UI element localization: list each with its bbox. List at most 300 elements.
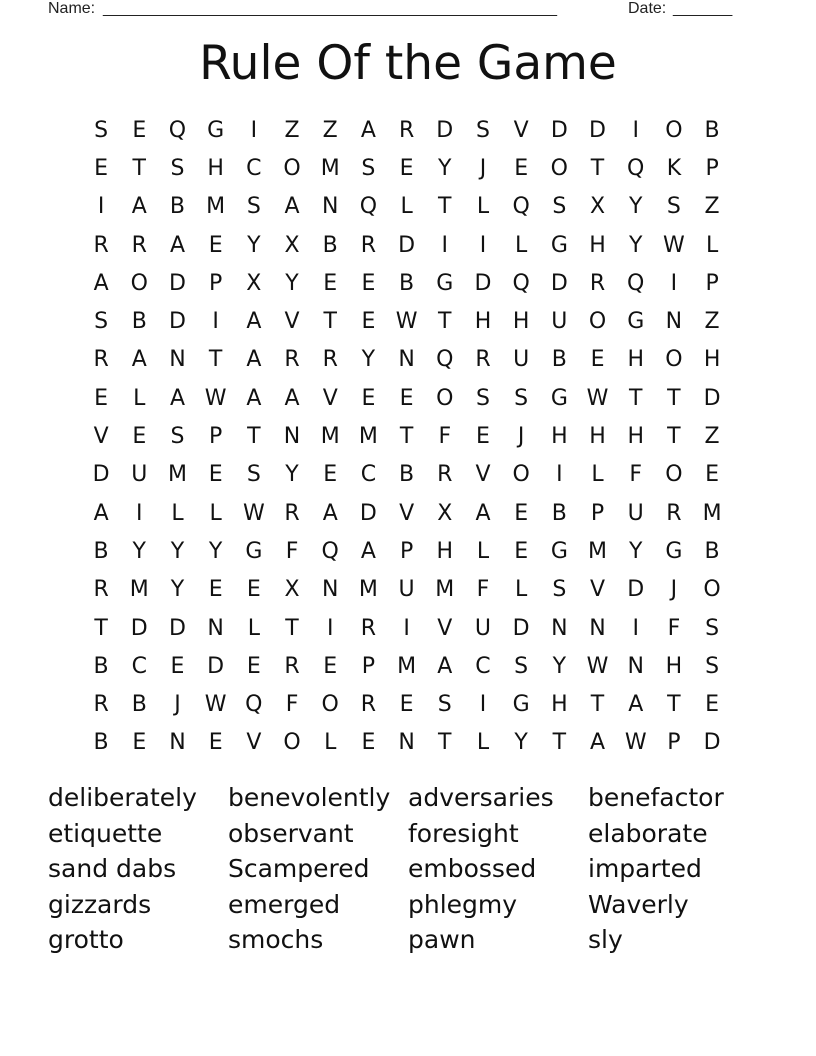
grid-letter[interactable]: B xyxy=(551,347,567,373)
grid-letter[interactable]: U xyxy=(474,615,492,641)
date-field[interactable]: _______ xyxy=(673,0,732,17)
grid-letter[interactable]: Y xyxy=(285,270,299,296)
grid-letter[interactable]: R xyxy=(93,692,109,718)
grid-letter[interactable]: M xyxy=(129,577,149,603)
grid-letter[interactable]: U xyxy=(131,462,148,488)
grid-letter[interactable]: E xyxy=(208,232,223,258)
grid-letter[interactable]: R xyxy=(475,347,491,373)
grid-letter[interactable]: O xyxy=(550,155,568,181)
grid-letter[interactable]: E xyxy=(705,462,720,488)
grid-letter[interactable]: G xyxy=(665,538,683,564)
grid-letter[interactable]: S xyxy=(94,309,109,335)
grid-letter[interactable]: E xyxy=(514,155,529,181)
grid-letter[interactable]: I xyxy=(670,270,678,296)
grid-letter[interactable]: V xyxy=(437,615,453,641)
grid-letter[interactable]: R xyxy=(322,347,338,373)
grid-letter[interactable]: S xyxy=(514,653,529,679)
grid-letter[interactable]: M xyxy=(206,194,226,220)
grid-letter[interactable]: Q xyxy=(359,194,378,220)
grid-letter[interactable]: S xyxy=(552,577,567,603)
grid-letter[interactable]: B xyxy=(322,232,338,258)
grid-letter[interactable]: E xyxy=(476,424,490,450)
grid-letter[interactable]: B xyxy=(704,538,720,564)
grid-letter[interactable]: T xyxy=(208,347,223,373)
grid-letter[interactable]: P xyxy=(705,155,719,181)
grid-letter[interactable]: J xyxy=(670,577,678,603)
grid-letter[interactable]: L xyxy=(476,538,490,564)
grid-letter[interactable]: I xyxy=(212,309,219,335)
grid-letter[interactable]: T xyxy=(438,194,452,220)
grid-letter[interactable]: S xyxy=(552,194,567,220)
grid-letter[interactable]: A xyxy=(590,730,606,756)
grid-letter[interactable]: P xyxy=(399,538,414,564)
grid-letter[interactable]: A xyxy=(93,500,109,526)
grid-letter[interactable]: Y xyxy=(514,730,528,756)
grid-letter[interactable]: N xyxy=(589,615,606,641)
grid-letter[interactable]: H xyxy=(589,232,606,258)
grid-letter[interactable]: R xyxy=(93,232,109,258)
grid-letter[interactable]: C xyxy=(360,462,377,488)
grid-letter[interactable]: R xyxy=(360,232,377,258)
grid-letter[interactable]: R xyxy=(93,577,109,603)
grid-letter[interactable]: I xyxy=(136,500,143,526)
grid-letter[interactable]: Z xyxy=(704,424,720,450)
grid-letter[interactable]: G xyxy=(436,270,454,296)
grid-letter[interactable]: D xyxy=(703,730,721,756)
grid-letter[interactable]: E xyxy=(94,385,109,411)
grid-letter[interactable]: L xyxy=(209,500,222,526)
grid-letter[interactable]: E xyxy=(246,653,261,679)
grid-letter[interactable]: S xyxy=(94,117,109,143)
grid-letter[interactable]: V xyxy=(513,117,529,143)
grid-letter[interactable]: A xyxy=(131,194,147,220)
grid-letter[interactable]: M xyxy=(435,577,455,603)
grid-letter[interactable]: T xyxy=(323,309,337,335)
grid-letter[interactable]: Y xyxy=(552,653,567,679)
grid-letter[interactable]: O xyxy=(130,270,148,296)
grid-letter[interactable]: I xyxy=(479,692,487,718)
grid-letter[interactable]: Z xyxy=(704,309,720,335)
grid-letter[interactable]: I xyxy=(403,615,410,641)
grid-letter[interactable]: W xyxy=(624,730,647,756)
grid-letter[interactable]: E xyxy=(208,577,223,603)
grid-letter[interactable]: R xyxy=(437,462,453,488)
grid-letter[interactable]: L xyxy=(247,615,260,641)
grid-letter[interactable]: T xyxy=(399,424,414,450)
grid-letter[interactable]: Y xyxy=(438,155,452,181)
grid-letter[interactable]: N xyxy=(627,653,644,679)
grid-letter[interactable]: X xyxy=(437,500,453,526)
grid-letter[interactable]: Z xyxy=(704,194,720,220)
grid-letter[interactable]: D xyxy=(627,577,645,603)
grid-letter[interactable]: J xyxy=(517,424,525,450)
grid-letter[interactable]: R xyxy=(589,270,606,296)
grid-letter[interactable]: B xyxy=(131,692,147,718)
grid-letter[interactable]: A xyxy=(169,232,185,258)
grid-letter[interactable]: L xyxy=(476,730,490,756)
grid-letter[interactable]: S xyxy=(475,385,490,411)
grid-letter[interactable]: T xyxy=(132,155,146,181)
grid-letter[interactable]: N xyxy=(551,615,568,641)
grid-letter[interactable]: Y xyxy=(628,538,643,564)
grid-letter[interactable]: L xyxy=(171,500,184,526)
grid-letter[interactable]: E xyxy=(399,155,414,181)
grid-letter[interactable]: Q xyxy=(627,155,645,181)
grid-letter[interactable]: D xyxy=(550,117,568,143)
grid-letter[interactable]: V xyxy=(246,730,262,756)
grid-letter[interactable]: I xyxy=(479,232,487,258)
grid-letter[interactable]: E xyxy=(323,462,338,488)
grid-letter[interactable]: E xyxy=(399,692,414,718)
grid-letter[interactable]: U xyxy=(513,347,530,373)
grid-letter[interactable]: M xyxy=(702,500,722,526)
grid-letter[interactable]: E xyxy=(132,424,147,450)
grid-letter[interactable]: M xyxy=(358,424,378,450)
grid-letter[interactable]: S xyxy=(170,424,185,450)
grid-letter[interactable]: S xyxy=(170,155,185,181)
grid-letter[interactable]: R xyxy=(360,692,377,718)
grid-letter[interactable]: C xyxy=(131,653,147,679)
grid-letter[interactable]: B xyxy=(93,538,109,564)
grid-letter[interactable]: G xyxy=(627,309,645,335)
grid-letter[interactable]: A xyxy=(246,309,262,335)
grid-letter[interactable]: B xyxy=(551,500,567,526)
grid-letter[interactable]: E xyxy=(132,730,147,756)
grid-letter[interactable]: E xyxy=(208,462,223,488)
grid-letter[interactable]: E xyxy=(323,270,338,296)
grid-letter[interactable]: G xyxy=(207,117,225,143)
grid-letter[interactable]: J xyxy=(479,155,487,181)
grid-letter[interactable]: F xyxy=(438,424,452,450)
grid-letter[interactable]: O xyxy=(588,309,607,335)
grid-letter[interactable]: S xyxy=(246,194,261,220)
grid-letter[interactable]: R xyxy=(131,232,147,258)
grid-letter[interactable]: E xyxy=(514,538,529,564)
grid-letter[interactable]: D xyxy=(703,385,721,411)
grid-letter[interactable]: C xyxy=(475,653,491,679)
grid-letter[interactable]: A xyxy=(284,194,300,220)
grid-letter[interactable]: A xyxy=(169,385,185,411)
grid-letter[interactable]: D xyxy=(168,615,186,641)
grid-letter[interactable]: H xyxy=(627,424,644,450)
grid-letter[interactable]: O xyxy=(283,155,301,181)
grid-letter[interactable]: A xyxy=(131,347,147,373)
grid-letter[interactable]: A xyxy=(246,347,262,373)
grid-letter[interactable]: F xyxy=(476,577,490,603)
grid-letter[interactable]: W xyxy=(663,232,685,258)
grid-letter[interactable]: Y xyxy=(132,538,146,564)
grid-letter[interactable]: H xyxy=(589,424,606,450)
name-field[interactable]: ______________________________________________________ xyxy=(103,0,557,17)
grid-letter[interactable]: R xyxy=(284,653,300,679)
grid-letter[interactable]: T xyxy=(590,692,605,718)
grid-letter[interactable]: H xyxy=(512,309,530,335)
grid-letter[interactable]: R xyxy=(284,347,300,373)
grid-letter[interactable]: R xyxy=(666,500,682,526)
grid-letter[interactable]: D xyxy=(512,615,530,641)
grid-letter[interactable]: W xyxy=(204,385,227,411)
grid-letter[interactable]: O xyxy=(283,730,301,756)
grid-letter[interactable]: H xyxy=(627,347,644,373)
grid-letter[interactable]: S xyxy=(705,615,720,641)
grid-letter[interactable]: E xyxy=(705,692,720,718)
grid-letter[interactable]: D xyxy=(474,270,492,296)
grid-letter[interactable]: Y xyxy=(285,462,299,488)
grid-letter[interactable]: N xyxy=(207,615,224,641)
grid-letter[interactable]: N xyxy=(169,347,186,373)
grid-letter[interactable]: O xyxy=(512,462,530,488)
grid-letter[interactable]: D xyxy=(436,117,454,143)
grid-letter[interactable]: T xyxy=(667,692,681,718)
grid-letter[interactable]: H xyxy=(207,155,224,181)
grid-letter[interactable]: V xyxy=(93,424,109,450)
grid-letter[interactable]: Q xyxy=(245,692,263,718)
grid-letter[interactable]: E xyxy=(246,577,261,603)
grid-letter[interactable]: Y xyxy=(361,347,376,373)
grid-letter[interactable]: P xyxy=(590,500,605,526)
grid-letter[interactable]: E xyxy=(323,653,338,679)
grid-letter[interactable]: I xyxy=(326,615,334,641)
grid-letter[interactable]: V xyxy=(399,500,415,526)
word-bank-item: gizzards xyxy=(48,889,152,919)
grid-letter[interactable]: W xyxy=(586,653,609,679)
word-bank-item: observant xyxy=(228,818,354,848)
grid-letter[interactable]: W xyxy=(242,500,265,526)
grid-letter[interactable]: X xyxy=(284,577,300,603)
word-bank-item: sand dabs xyxy=(48,854,177,883)
grid-letter[interactable]: E xyxy=(361,385,376,411)
grid-letter[interactable]: V xyxy=(284,309,300,335)
grid-letter[interactable]: Q xyxy=(321,538,339,564)
grid-letter[interactable]: X xyxy=(284,232,300,258)
grid-letter[interactable]: S xyxy=(246,462,261,488)
grid-letter[interactable]: N xyxy=(398,730,415,756)
grid-letter[interactable]: F xyxy=(629,462,643,488)
grid-letter[interactable]: B xyxy=(704,117,720,143)
grid-letter[interactable]: B xyxy=(131,309,147,335)
grid-letter[interactable]: A xyxy=(284,385,300,411)
grid-letter[interactable]: D xyxy=(589,117,606,143)
grid-letter[interactable]: S xyxy=(666,194,681,220)
grid-letter[interactable]: D xyxy=(207,653,225,679)
grid-letter[interactable]: L xyxy=(591,462,604,488)
grid-letter[interactable]: T xyxy=(628,385,643,411)
grid-letter[interactable]: F xyxy=(285,692,299,718)
grid-letter[interactable]: Q xyxy=(512,270,530,296)
grid-letter[interactable]: Q xyxy=(436,347,454,373)
grid-letter[interactable]: I xyxy=(97,194,105,220)
grid-letter[interactable]: F xyxy=(667,615,681,641)
grid-letter[interactable]: K xyxy=(666,155,682,181)
grid-letter[interactable]: M xyxy=(358,577,378,603)
grid-letter[interactable]: G xyxy=(550,538,568,564)
grid-letter[interactable]: G xyxy=(550,232,568,258)
grid-letter[interactable]: T xyxy=(247,424,261,450)
grid-letter[interactable]: E xyxy=(514,500,529,526)
grid-letter[interactable]: H xyxy=(551,692,568,718)
grid-letter[interactable]: U xyxy=(551,309,568,335)
grid-letter[interactable]: O xyxy=(436,385,454,411)
grid-letter[interactable]: A xyxy=(322,500,338,526)
grid-letter[interactable]: H xyxy=(665,653,683,679)
grid-letter[interactable]: Y xyxy=(247,232,261,258)
grid-letter[interactable]: S xyxy=(514,385,529,411)
grid-letter[interactable]: A xyxy=(628,692,644,718)
grid-letter[interactable]: G xyxy=(550,385,568,411)
grid-letter[interactable]: F xyxy=(285,538,299,564)
grid-letter[interactable]: X xyxy=(589,194,606,220)
grid-letter[interactable]: M xyxy=(167,462,187,488)
grid-letter[interactable]: M xyxy=(320,155,340,181)
grid-letter[interactable]: R xyxy=(284,500,300,526)
grid-letter[interactable]: Y xyxy=(628,194,643,220)
grid-letter[interactable]: Z xyxy=(322,117,338,143)
grid-letter[interactable]: T xyxy=(438,730,452,756)
word-bank-item: imparted xyxy=(588,854,702,883)
grid-letter[interactable]: D xyxy=(550,270,568,296)
grid-letter[interactable]: N xyxy=(398,347,415,373)
grid-letter[interactable]: A xyxy=(475,500,491,526)
grid-letter[interactable]: Q xyxy=(168,117,187,143)
grid-letter[interactable]: T xyxy=(285,615,299,641)
grid-letter[interactable]: A xyxy=(246,385,262,411)
grid-letter[interactable]: D xyxy=(359,500,377,526)
grid-letter[interactable]: N xyxy=(283,424,301,450)
name-label: Name: xyxy=(48,0,96,17)
word-bank-item: grotto xyxy=(48,925,124,954)
grid-letter[interactable]: L xyxy=(324,730,337,756)
grid-letter[interactable]: N xyxy=(321,577,339,603)
grid-letter[interactable]: E xyxy=(361,270,376,296)
grid-letter[interactable]: E xyxy=(208,730,223,756)
grid-letter[interactable]: W xyxy=(204,692,227,718)
grid-letter[interactable]: E xyxy=(132,117,147,143)
grid-letter[interactable]: L xyxy=(133,385,146,411)
word-bank-item: Waverly xyxy=(588,889,689,919)
grid-letter[interactable]: B xyxy=(399,270,415,296)
grid-letter[interactable]: P xyxy=(361,653,376,679)
grid-letter[interactable]: B xyxy=(399,462,415,488)
grid-letter[interactable]: B xyxy=(93,653,109,679)
grid-letter[interactable]: P xyxy=(209,270,223,296)
grid-letter[interactable]: S xyxy=(475,117,490,143)
grid-letter[interactable]: I xyxy=(441,232,449,258)
grid-letter[interactable]: L xyxy=(476,194,490,220)
grid-letter[interactable]: C xyxy=(246,155,262,181)
grid-letter[interactable]: M xyxy=(397,653,417,679)
grid-letter[interactable]: L xyxy=(705,232,719,258)
grid-letter[interactable]: A xyxy=(360,538,376,564)
grid-letter[interactable]: T xyxy=(438,309,452,335)
grid-letter[interactable]: M xyxy=(588,538,608,564)
grid-letter[interactable]: D xyxy=(130,615,148,641)
grid-letter[interactable]: E xyxy=(170,653,185,679)
grid-letter[interactable]: E xyxy=(94,155,109,181)
grid-letter[interactable]: I xyxy=(556,462,563,488)
grid-letter[interactable]: J xyxy=(174,692,181,718)
grid-letter[interactable]: D xyxy=(168,270,186,296)
grid-letter[interactable]: N xyxy=(321,194,339,220)
grid-letter[interactable]: D xyxy=(398,232,416,258)
grid-letter[interactable]: O xyxy=(665,347,683,373)
grid-letter[interactable]: Z xyxy=(284,117,300,143)
grid-letter[interactable]: T xyxy=(667,424,681,450)
grid-letter[interactable]: V xyxy=(322,385,338,411)
grid-letter[interactable]: P xyxy=(667,730,681,756)
grid-letter[interactable]: O xyxy=(665,117,683,143)
grid-letter[interactable]: T xyxy=(552,730,567,756)
grid-letter[interactable]: U xyxy=(627,500,644,526)
grid-letter[interactable]: W xyxy=(395,309,418,335)
grid-letter[interactable]: V xyxy=(590,577,606,603)
grid-letter[interactable]: R xyxy=(93,347,109,373)
grid-letter[interactable]: G xyxy=(512,692,530,718)
grid-letter[interactable]: T xyxy=(667,385,681,411)
grid-letter[interactable]: H xyxy=(474,309,492,335)
grid-letter[interactable]: A xyxy=(360,117,376,143)
grid-letter[interactable]: R xyxy=(360,615,377,641)
grid-letter[interactable]: Y xyxy=(170,577,185,603)
grid-letter[interactable]: P xyxy=(209,424,223,450)
grid-letter[interactable]: O xyxy=(665,462,683,488)
grid-letter[interactable]: Y xyxy=(628,232,643,258)
grid-letter[interactable]: N xyxy=(169,730,186,756)
grid-letter[interactable]: E xyxy=(399,385,414,411)
grid-letter[interactable]: H xyxy=(551,424,568,450)
grid-letter[interactable]: I xyxy=(632,117,639,143)
grid-letter[interactable]: O xyxy=(703,577,721,603)
grid-letter[interactable]: R xyxy=(398,117,415,143)
grid-letter[interactable]: L xyxy=(400,194,413,220)
date-label: Date: xyxy=(628,0,667,17)
grid-letter[interactable]: I xyxy=(632,615,639,641)
grid-letter[interactable]: U xyxy=(398,577,415,603)
grid-letter[interactable]: H xyxy=(703,347,721,373)
grid-letter[interactable]: T xyxy=(94,615,108,641)
grid-letter[interactable]: E xyxy=(361,730,376,756)
grid-letter[interactable]: N xyxy=(665,309,683,335)
grid-letter[interactable]: O xyxy=(321,692,339,718)
grid-letter[interactable]: B xyxy=(169,194,186,220)
grid-letter[interactable]: Y xyxy=(208,538,223,564)
grid-letter[interactable]: D xyxy=(168,309,186,335)
grid-letter[interactable]: P xyxy=(705,270,719,296)
grid-letter[interactable]: A xyxy=(93,270,109,296)
grid-letter[interactable]: I xyxy=(250,117,258,143)
grid-letter[interactable]: S xyxy=(437,692,452,718)
grid-letter[interactable]: B xyxy=(93,730,109,756)
grid-letter[interactable]: L xyxy=(515,232,528,258)
grid-letter[interactable]: S xyxy=(705,653,720,679)
grid-letter[interactable]: T xyxy=(590,155,605,181)
grid-letter[interactable]: Q xyxy=(627,270,645,296)
grid-letter[interactable]: M xyxy=(320,424,340,450)
grid-letter[interactable]: Y xyxy=(170,538,185,564)
grid-letter[interactable]: S xyxy=(361,155,376,181)
grid-letter[interactable]: A xyxy=(437,653,453,679)
grid-letter[interactable]: Q xyxy=(512,194,530,220)
grid-letter[interactable]: D xyxy=(92,462,110,488)
grid-letter[interactable]: V xyxy=(475,462,491,488)
grid-letter[interactable]: L xyxy=(515,577,528,603)
grid-letter[interactable]: H xyxy=(436,538,454,564)
grid-letter[interactable]: E xyxy=(590,347,605,373)
grid-letter[interactable]: G xyxy=(245,538,263,564)
grid-letter[interactable]: W xyxy=(586,385,609,411)
grid-letter[interactable]: E xyxy=(361,309,376,335)
grid-letter[interactable]: X xyxy=(246,270,262,296)
word-bank-item: smochs xyxy=(228,925,324,954)
